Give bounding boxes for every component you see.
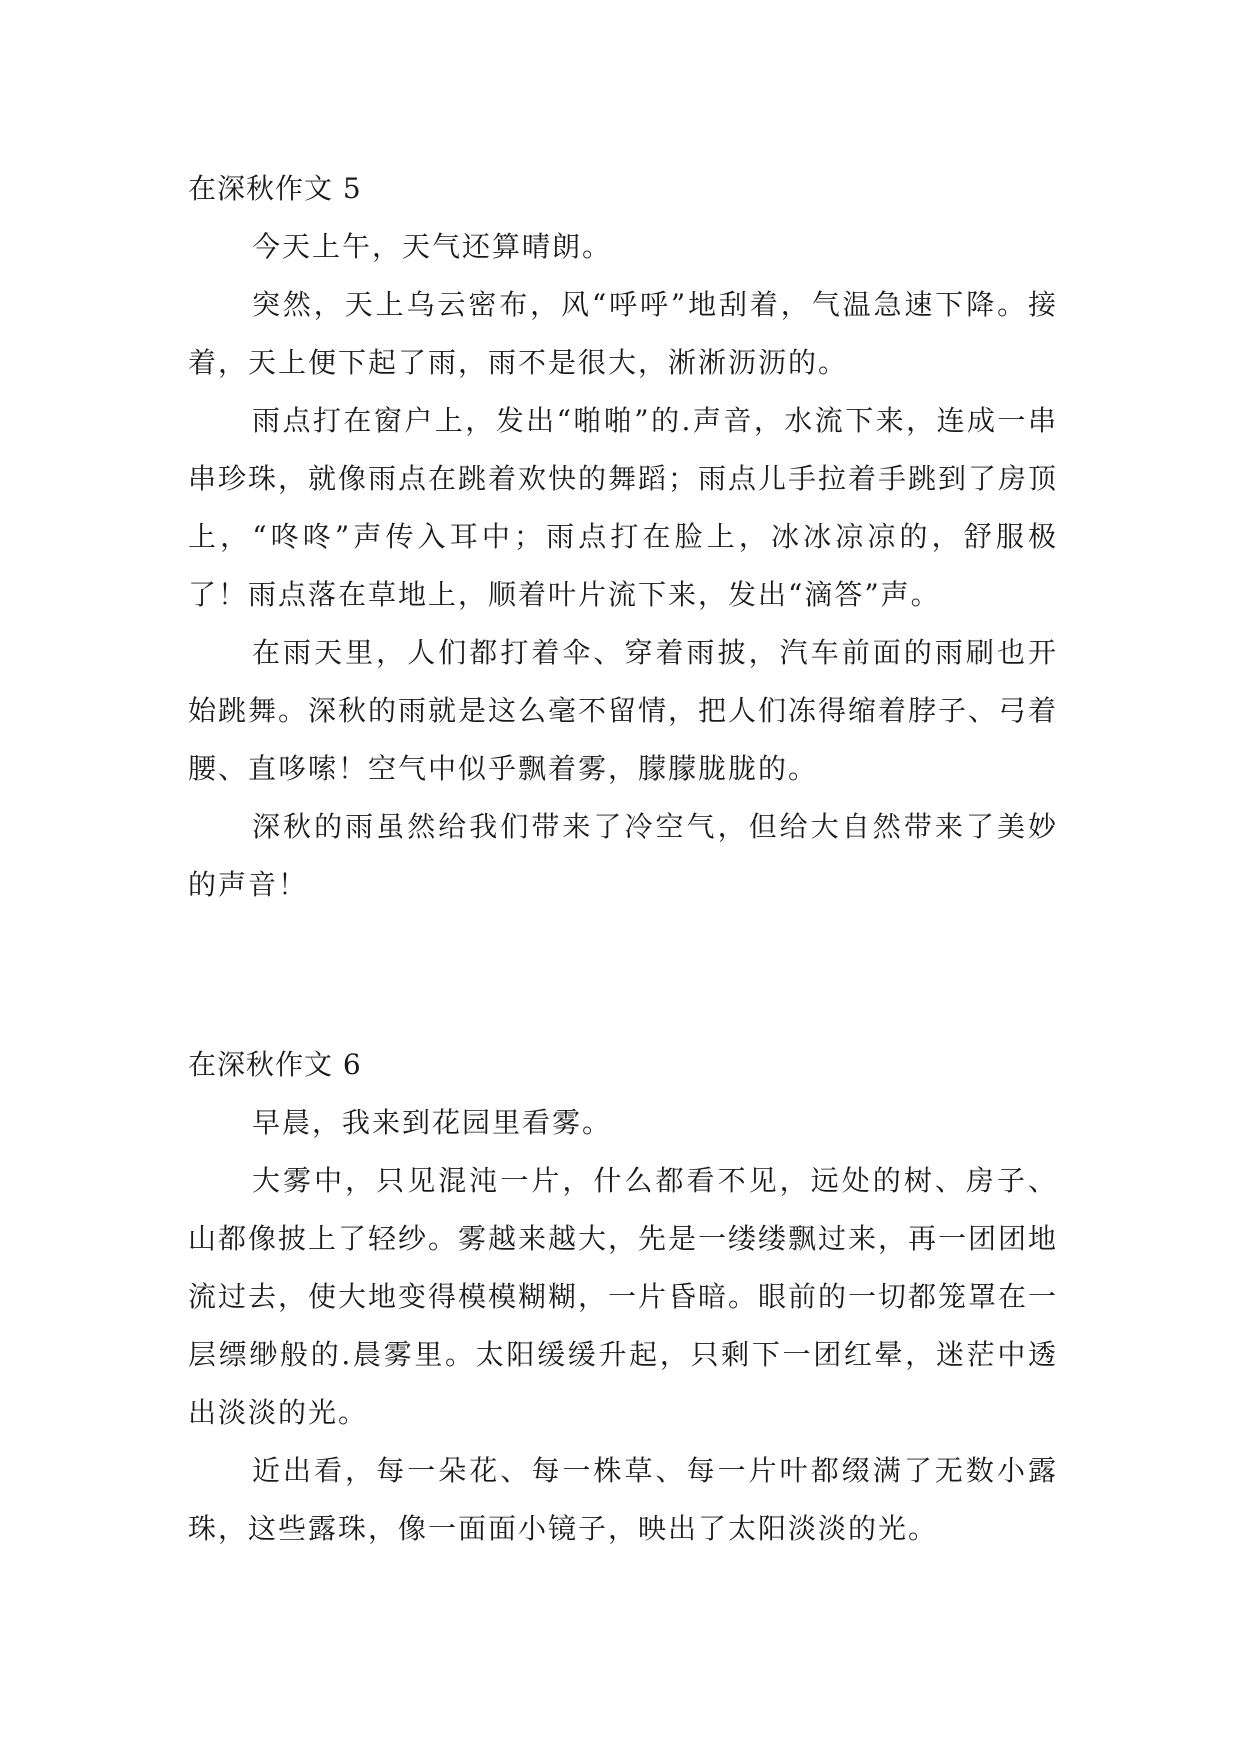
essay-paragraph: 早晨，我来到花园里看雾。 <box>252 1106 613 1139</box>
essay-title: 在深秋作文 6 <box>188 1048 362 1081</box>
essay-title: 在深秋作文 5 <box>188 172 362 205</box>
essay-paragraph: 雨点打在窗户上，发出“啪啪”的.声音，水流下来，连成一串串珍珠，就像雨点在跳着欢快的舞蹈；雨点儿手拉着手跳到了房顶上，“咚咚”声传入耳中；雨点打在脸上，冰冰凉凉的，舒服极了！雨点落在草地上，顺着叶片流下来，发出“滴答”声。 <box>188 404 1059 611</box>
essay-paragraph: 今天上午，天气还算晴朗。 <box>252 230 613 263</box>
essay-paragraph: 近出看，每一朵花、每一株草、每一片叶都缀满了无数小露珠，这些露珠，像一面面小镜子，映出了太阳淡淡的光。 <box>188 1454 1058 1545</box>
essay-paragraph: 大雾中，只见混沌一片，什么都看不见，远处的树、房子、山都像披上了轻纱。雾越来越大，先是一缕缕飘过来，再一团团地流过去，使大地变得模模糊糊，一片昏暗。眼前的一切都笼罩在一层缥缈般的.晨雾里。太阳缓缓升起，只剩下一团红晕，迷茫中透出淡淡的光。 <box>188 1164 1059 1429</box>
essay-paragraph: 在雨天里，人们都打着伞、穿着雨披，汽车前面的雨刷也开始跳舞。深秋的雨就是这么毫不留情，把人们冻得缩着脖子、弓着腰、直哆嗦！空气中似乎飘着雾，朦朦胧胧的。 <box>188 636 1059 785</box>
essay-paragraph: 突然，天上乌云密布，风“呼呼”地刮着，气温急速下降。接着，天上便下起了雨，雨不是很大，淅淅沥沥的。 <box>188 288 1058 379</box>
essay-section <box>188 160 1058 914</box>
essay-paragraph: 深秋的雨虽然给我们带来了冷空气，但给大自然带来了美妙的声音！ <box>188 810 1058 901</box>
essay-section <box>188 1036 1058 1558</box>
